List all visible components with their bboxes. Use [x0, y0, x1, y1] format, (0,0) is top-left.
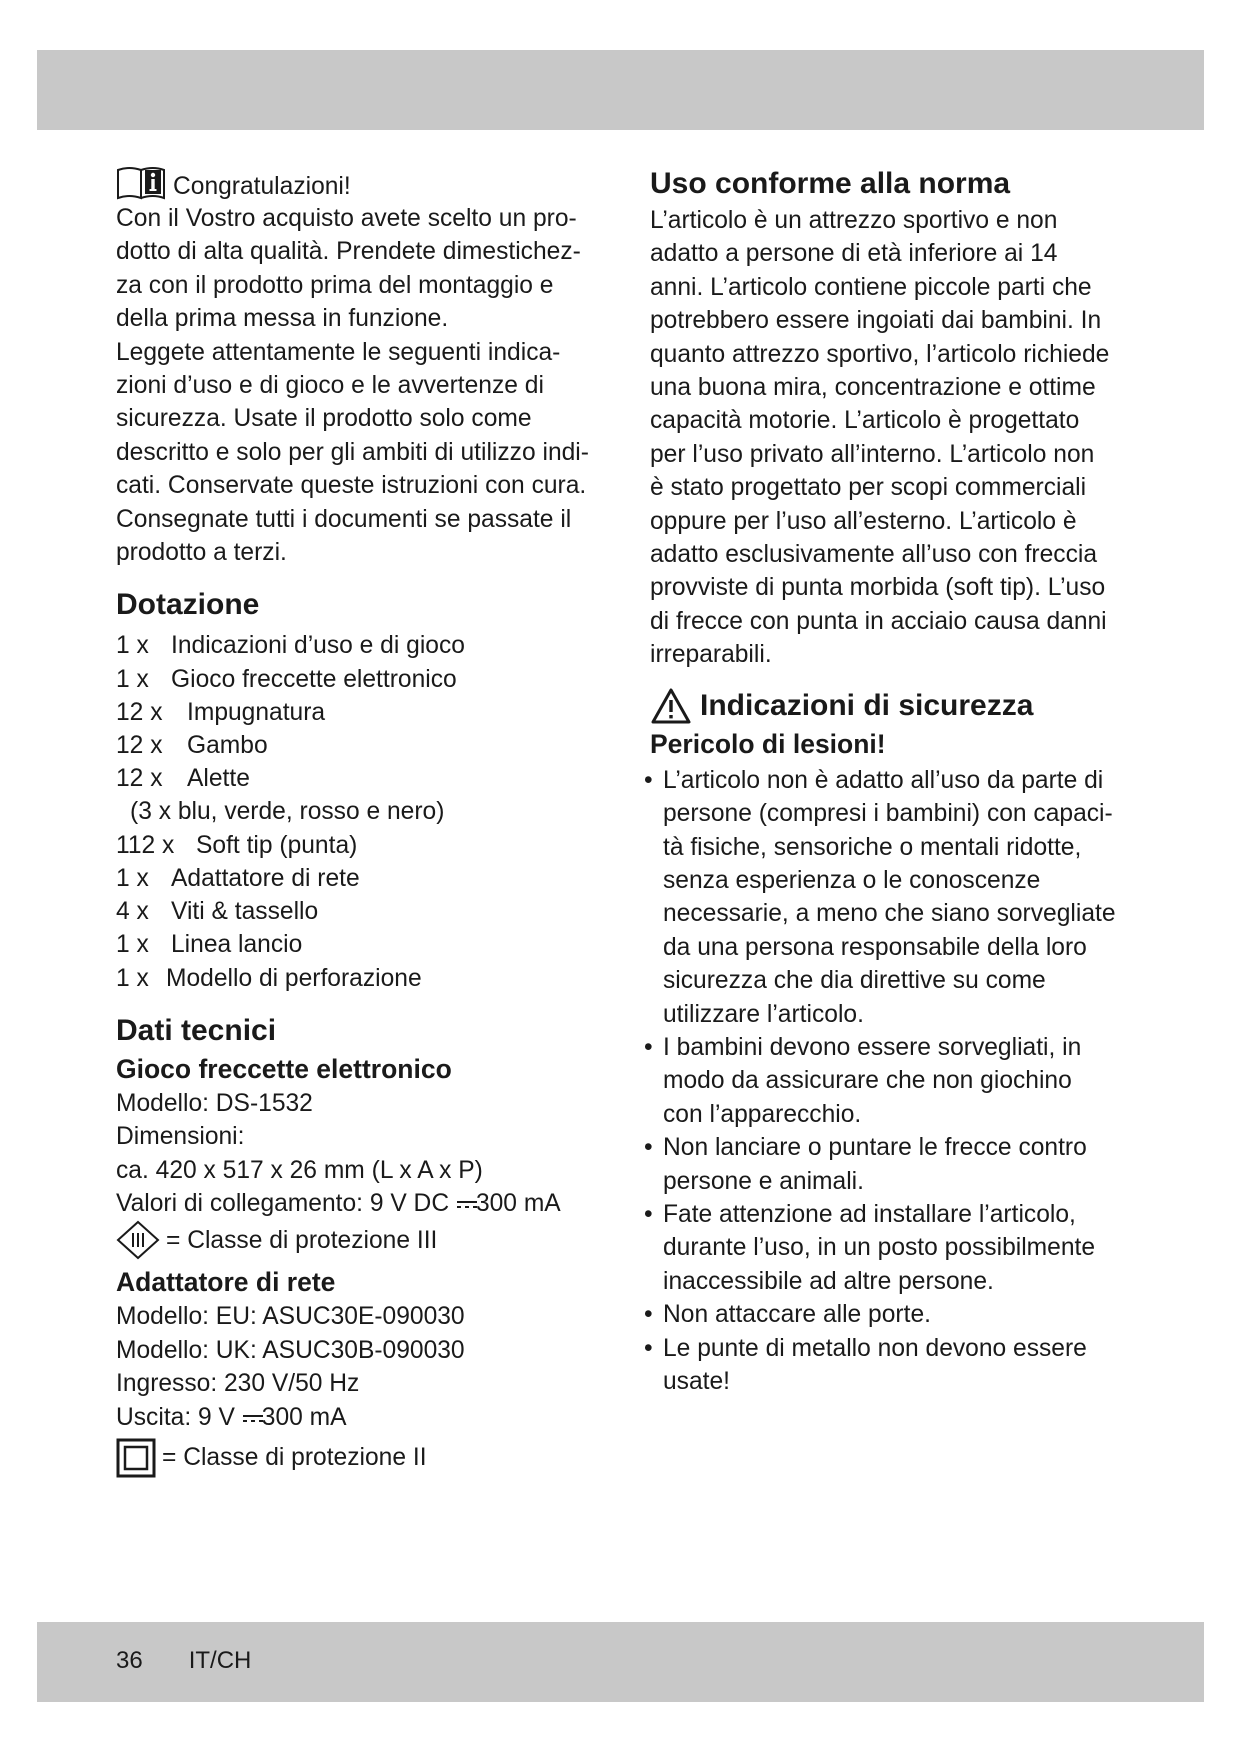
uso-line: oppure per l’uso all’esterno. L’articolo è [650, 507, 1077, 535]
adattatore-modello-uk: Modello: UK: ASUC30B-090030 [116, 1336, 465, 1364]
intro-text [116, 202, 606, 569]
gioco-modello: Modello: DS-1532 [116, 1089, 313, 1117]
uso-line: adatto a persone di età inferiore ai 14 [650, 240, 1058, 268]
intro-line: za con il prodotto prima del montaggio e [116, 271, 554, 299]
intro-line: zioni d’uso e di gioco e le avvertenze di [116, 372, 544, 400]
classe-iii-line [116, 1220, 606, 1260]
list-item: • I bambini devono essere sorvegliati, in modo da assicurare che non giochino con l’apparecchio. [650, 1031, 1130, 1131]
protection-class-ii-icon [116, 1438, 156, 1478]
intro-line: prodotto a terzi. [116, 539, 287, 567]
list-item: • L’articolo non è adatto all’uso da parte di persone (compresi i bambini) con capaci- tà fisiche, sensoriche o mentali ridotte, senza esperienza o le conoscenze necessarie, a meno che siano sorvegliate da una persona responsabile della loro sicurezza che dia direttive su come utilizzare l’articolo. [650, 764, 1130, 1031]
uso-line: quanto attrezzo sportivo, l’articolo richiede [650, 340, 1110, 368]
intro-line: Leggete attentamente le seguenti indica- [116, 338, 561, 366]
list-item: 4 x Viti & tassello [116, 898, 319, 926]
dc-current-icon [456, 1197, 478, 1211]
intro-line: Consegnate tutti i documenti se passate il [116, 505, 572, 533]
dotazione-heading: Dotazione [116, 588, 260, 622]
uso-line: provviste di punta morbida (soft tip). L’uso [650, 574, 1106, 602]
list-item: • Fate attenzione ad installare l’articolo, durante l’uso, in un posto possibilmente inaccessibile ad altre persone. [650, 1198, 1130, 1298]
header-bar [37, 50, 1204, 130]
uso-line: di frecce con punta in acciaio causa danni [650, 607, 1107, 635]
list-item: • Le punte di metallo non devono essere usate! [650, 1332, 1130, 1399]
dc-current-icon [242, 1411, 264, 1425]
uso-line: anni. L’articolo contiene piccole parti che [650, 273, 1092, 301]
sicurezza-list [650, 764, 1130, 1399]
pericolo-heading: Pericolo di lesioni! [650, 728, 886, 759]
adattatore-heading: Adattatore di rete [116, 1267, 336, 1298]
list-item: 1 x Linea lancio [116, 931, 303, 959]
adattatore-modello-eu: Modello: EU: ASUC30E-090030 [116, 1303, 465, 1331]
list-item: 1 x Gioco freccette elettronico [116, 665, 457, 693]
gioco-heading: Gioco freccette elettronico [116, 1053, 452, 1084]
adattatore-uscita: Uscita: 9 V 300 mA [116, 1403, 347, 1431]
list-item: 1 x Adattatore di rete [116, 864, 360, 892]
uso-line: è stato progettato per scopi commerciali [650, 474, 1087, 502]
classe-ii-text: = Classe di protezione II [162, 1444, 427, 1472]
dati-tecnici-heading: Dati tecnici [116, 1013, 277, 1047]
list-item: 112 x Soft tip (punta) [116, 831, 358, 859]
dotazione-list [116, 629, 606, 994]
protection-class-iii-icon [116, 1220, 160, 1260]
uso-line: L’articolo è un attrezzo sportivo e non [650, 207, 1058, 234]
intro-heading [116, 162, 606, 202]
language-code: IT/CH [188, 1647, 252, 1674]
sicurezza-heading-row [650, 686, 1130, 726]
uso-line: adatto esclusivamente all’uso con freccia [650, 541, 1098, 569]
list-item: • Non attaccare alle porte. [650, 1298, 1130, 1331]
intro-line: della prima messa in funzione. [116, 305, 449, 333]
list-item: 12 x Impugnatura [116, 698, 326, 726]
classe-iii-text: = Classe di protezione III [166, 1226, 438, 1254]
sicurezza-heading: Indicazioni di sicurezza [700, 688, 1034, 722]
intro-line: cati. Conservate queste istruzioni con cura. [116, 472, 587, 500]
info-book-icon [116, 164, 168, 202]
list-item: • Non lanciare o puntare le frecce contro persone e animali. [650, 1131, 1130, 1198]
uso-line: potrebbero essere ingoiati dai bambini. In [650, 307, 1102, 335]
intro-line: descritto e solo per gli ambiti di utilizzo indi- [116, 438, 589, 466]
classe-ii-line [116, 1438, 606, 1478]
page-footer [116, 1647, 251, 1675]
list-item: 12 x Alette [116, 765, 250, 793]
page-number: 36 [116, 1647, 143, 1674]
uso-line: capacità motorie. L’articolo è progettato [650, 407, 1080, 435]
right-column [650, 162, 1130, 1398]
gioco-dimensioni-label: Dimensioni: [116, 1123, 245, 1151]
uso-text [650, 204, 1130, 672]
gioco-dimensioni: ca. 420 x 517 x 26 mm (L x A x P) [116, 1156, 483, 1184]
uso-line: per l’uso privato all’interno. L’articolo non [650, 440, 1095, 468]
intro-line: sicurezza. Usate il prodotto solo come [116, 405, 532, 433]
list-item: 1 x Modello di perforazione [116, 964, 422, 992]
left-column [116, 162, 606, 1478]
uso-line: una buona mira, concentrazione e ottime [650, 374, 1096, 402]
intro-line: Con il Vostro acquisto avete scelto un pro- [116, 205, 577, 232]
uso-line: irreparabili. [650, 641, 772, 669]
list-item: 12 x Gambo [116, 732, 268, 760]
list-item: 1 x Indicazioni d’uso e di gioco [116, 632, 465, 660]
warning-icon [650, 687, 692, 725]
greeting: Congratulazioni! [173, 173, 351, 200]
gioco-valori: Valori di collegamento: 9 V DC 300 mA [116, 1189, 561, 1217]
list-item-note: (3 x blu, verde, rosso e nero) [130, 798, 445, 826]
uso-heading: Uso conforme alla norma [650, 167, 1011, 200]
intro-line: dotto di alta qualità. Prendete dimestichez- [116, 238, 581, 266]
adattatore-ingresso: Ingresso: 230 V/50 Hz [116, 1370, 360, 1398]
